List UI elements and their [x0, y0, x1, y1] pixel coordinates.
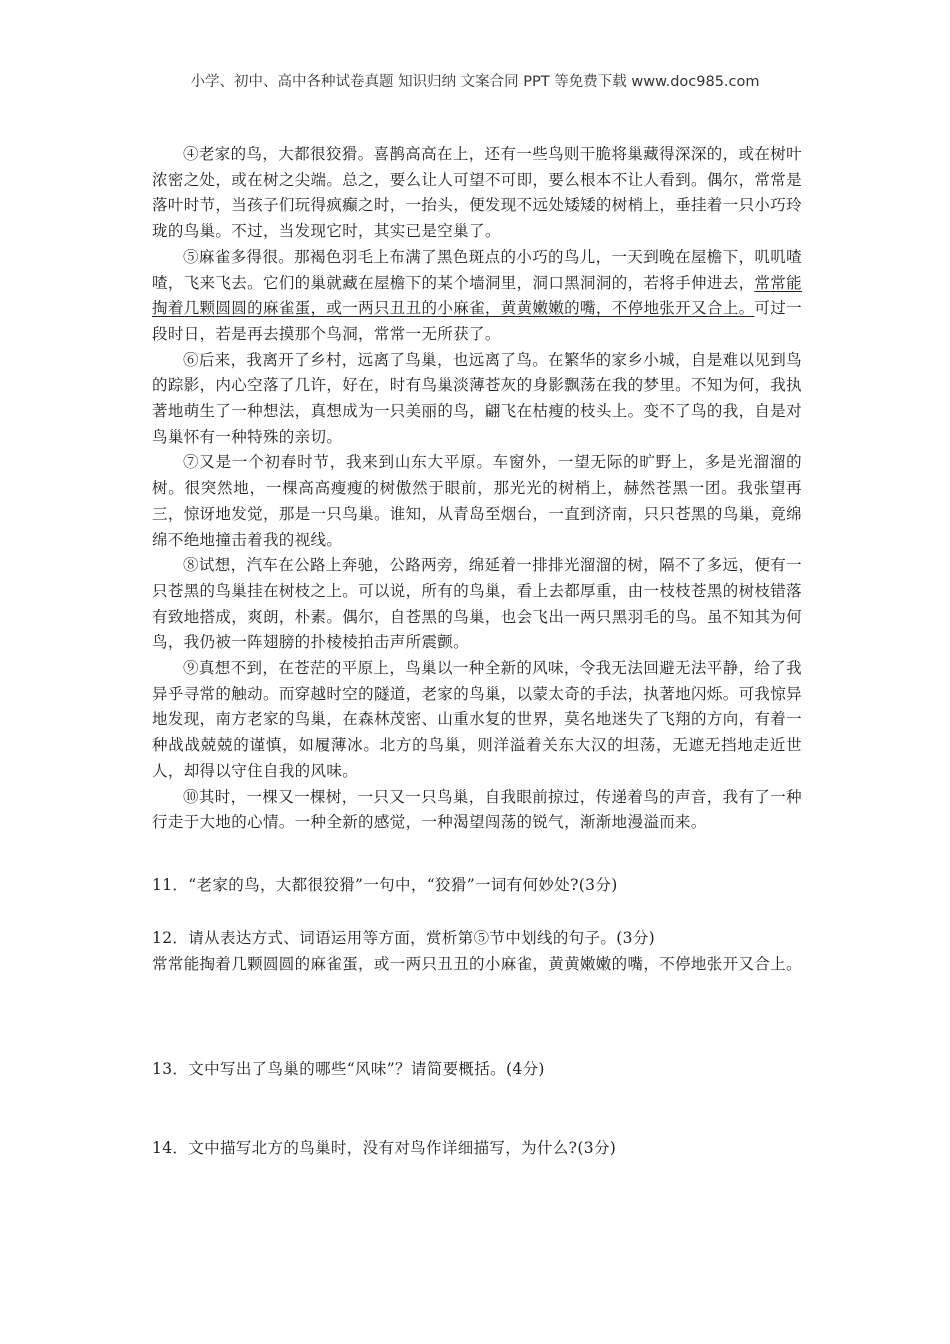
paragraph-6: ⑥后来，我离开了乡村，远离了鸟巢，也远离了鸟。在繁华的家乡小城，自是难以见到鸟的踪影，内心空落了几许，好在，时有鸟巢淡薄苍灰的身影飘荡在我的梦里。不知为何，我执著地萌生了一种想法，真想成为一只美丽的鸟，翩飞在枯瘦的枝头上。变不了鸟的我，自是对鸟巢怀有一种特殊的亲切。: [152, 350, 802, 446]
question-11: 11．“老家的鸟，大都很狡猾”一句中，“狡猾”一词有何妙处?(3分): [152, 876, 618, 894]
paragraph-9: ⑨真想不到，在苍茫的平原上，鸟巢以一种全新的风味，令我无法回避无法平静，给了我异乎寻常的触动。而穿越时空的隧道，老家的鸟巢，以蒙太奇的手法，执著地闪烁。可我惊异地发现，南方老家的鸟巢，在森林茂密、山重水复的世界，莫名地迷失了飞翔的方向，有着一种战战兢兢的谨慎，如履薄冰。北方的鸟巢，则洋溢着关东大汉的坦荡，无遮无挡地走近世人，却得以守住自我的风味。: [152, 659, 802, 780]
paragraph-10: ⑩其时，一棵又一棵树，一只又一只鸟巢，自我眼前掠过，传递着鸟的声音，我有了一种行走于大地的心情。一种全新的感觉，一种渴望闯荡的锐气，渐渐地漫溢而来。: [152, 787, 802, 832]
article-body: [152, 142, 802, 836]
paragraph-5-tail: 可过一段时日，若是再去摸那个鸟洞，常常一无所获了。: [152, 299, 802, 343]
question-12-block: [152, 926, 802, 977]
question-12-quote: 常常能掏着几颗圆圆的麻雀蛋，或一两只丑丑的小麻雀，黄黄嫩嫩的嘴，不停地张开又合上。: [152, 954, 802, 973]
question-12: 12．请从表达方式、词语运用等方面，赏析第⑤节中划线的句子。(3分): [152, 929, 656, 947]
page-header: 小学、初中、高中各种试卷真题 知识归纳 文案合同 PPT 等免费下载 www.doc985.com: [190, 74, 760, 90]
paragraph-5: [152, 245, 802, 348]
paragraph-7: ⑦又是一个初春时节，我来到山东大平原。车窗外，一望无际的旷野上，多是光溜溜的树。很突然地，一棵高高瘦瘦的树傲然于眼前，那光光的树梢上，赫然苍黑一团。我张望再三，惊讶地发觉，那是一只鸟巢。谁知，从青岛至烟台，一直到济南，只只苍黑的鸟巢，竟绵绵不绝地撞击着我的视线。: [152, 453, 802, 549]
paragraph-5-text: ⑤麻雀多得很。那褐色羽毛上布满了黑色斑点的小巧的鸟儿，一天到晚在屋檐下，叽叽喳喳，飞来飞去。它们的巢就藏在屋檐下的某个墙洞里，洞口黑洞洞的，若将手伸进去，: [152, 247, 802, 292]
underlined-sentence: 常常能掏着几颗圆圆的麻雀蛋，或一两只丑丑的小麻雀，黄黄嫩嫩的嘴，不停地张开又合上。: [152, 273, 802, 318]
paragraph-4: ④老家的鸟，大都很狡猾。喜鹊高高在上，还有一些鸟则干脆将巢藏得深深的，或在树叶浓密之处，或在树之尖端。总之，要么让人可望不可即，要么根本不让人看到。偶尔，常常是落叶时节，当孩子们玩得疯癫之时，一抬头，便发现不远处矮矮的树梢上，垂挂着一只小巧玲珑的鸟巢。不过，当发现它时，其实已是空巢了。: [152, 145, 802, 241]
question-13: 13．文中写出了鸟巢的哪些“风味”？请简要概括。(4分): [152, 1060, 545, 1078]
paragraph-8: ⑧试想，汽车在公路上奔驰，公路两旁，绵延着一排排光溜溜的树，隔不了多远，便有一只苍黑的鸟巢挂在树枝之上。可以说，所有的鸟巢，看上去都厚重，由一枝枝苍黑的树枝错落有致地搭成，爽朗，朴素。偶尔，自苍黑的鸟巢，也会飞出一两只黑羽毛的鸟。虽不知其为何鸟，我仍被一阵翅膀的扑棱棱拍击声所震颤。: [152, 556, 802, 652]
question-14: 14．文中描写北方的鸟巢时，没有对鸟作详细描写，为什么?(3分): [152, 1139, 617, 1157]
